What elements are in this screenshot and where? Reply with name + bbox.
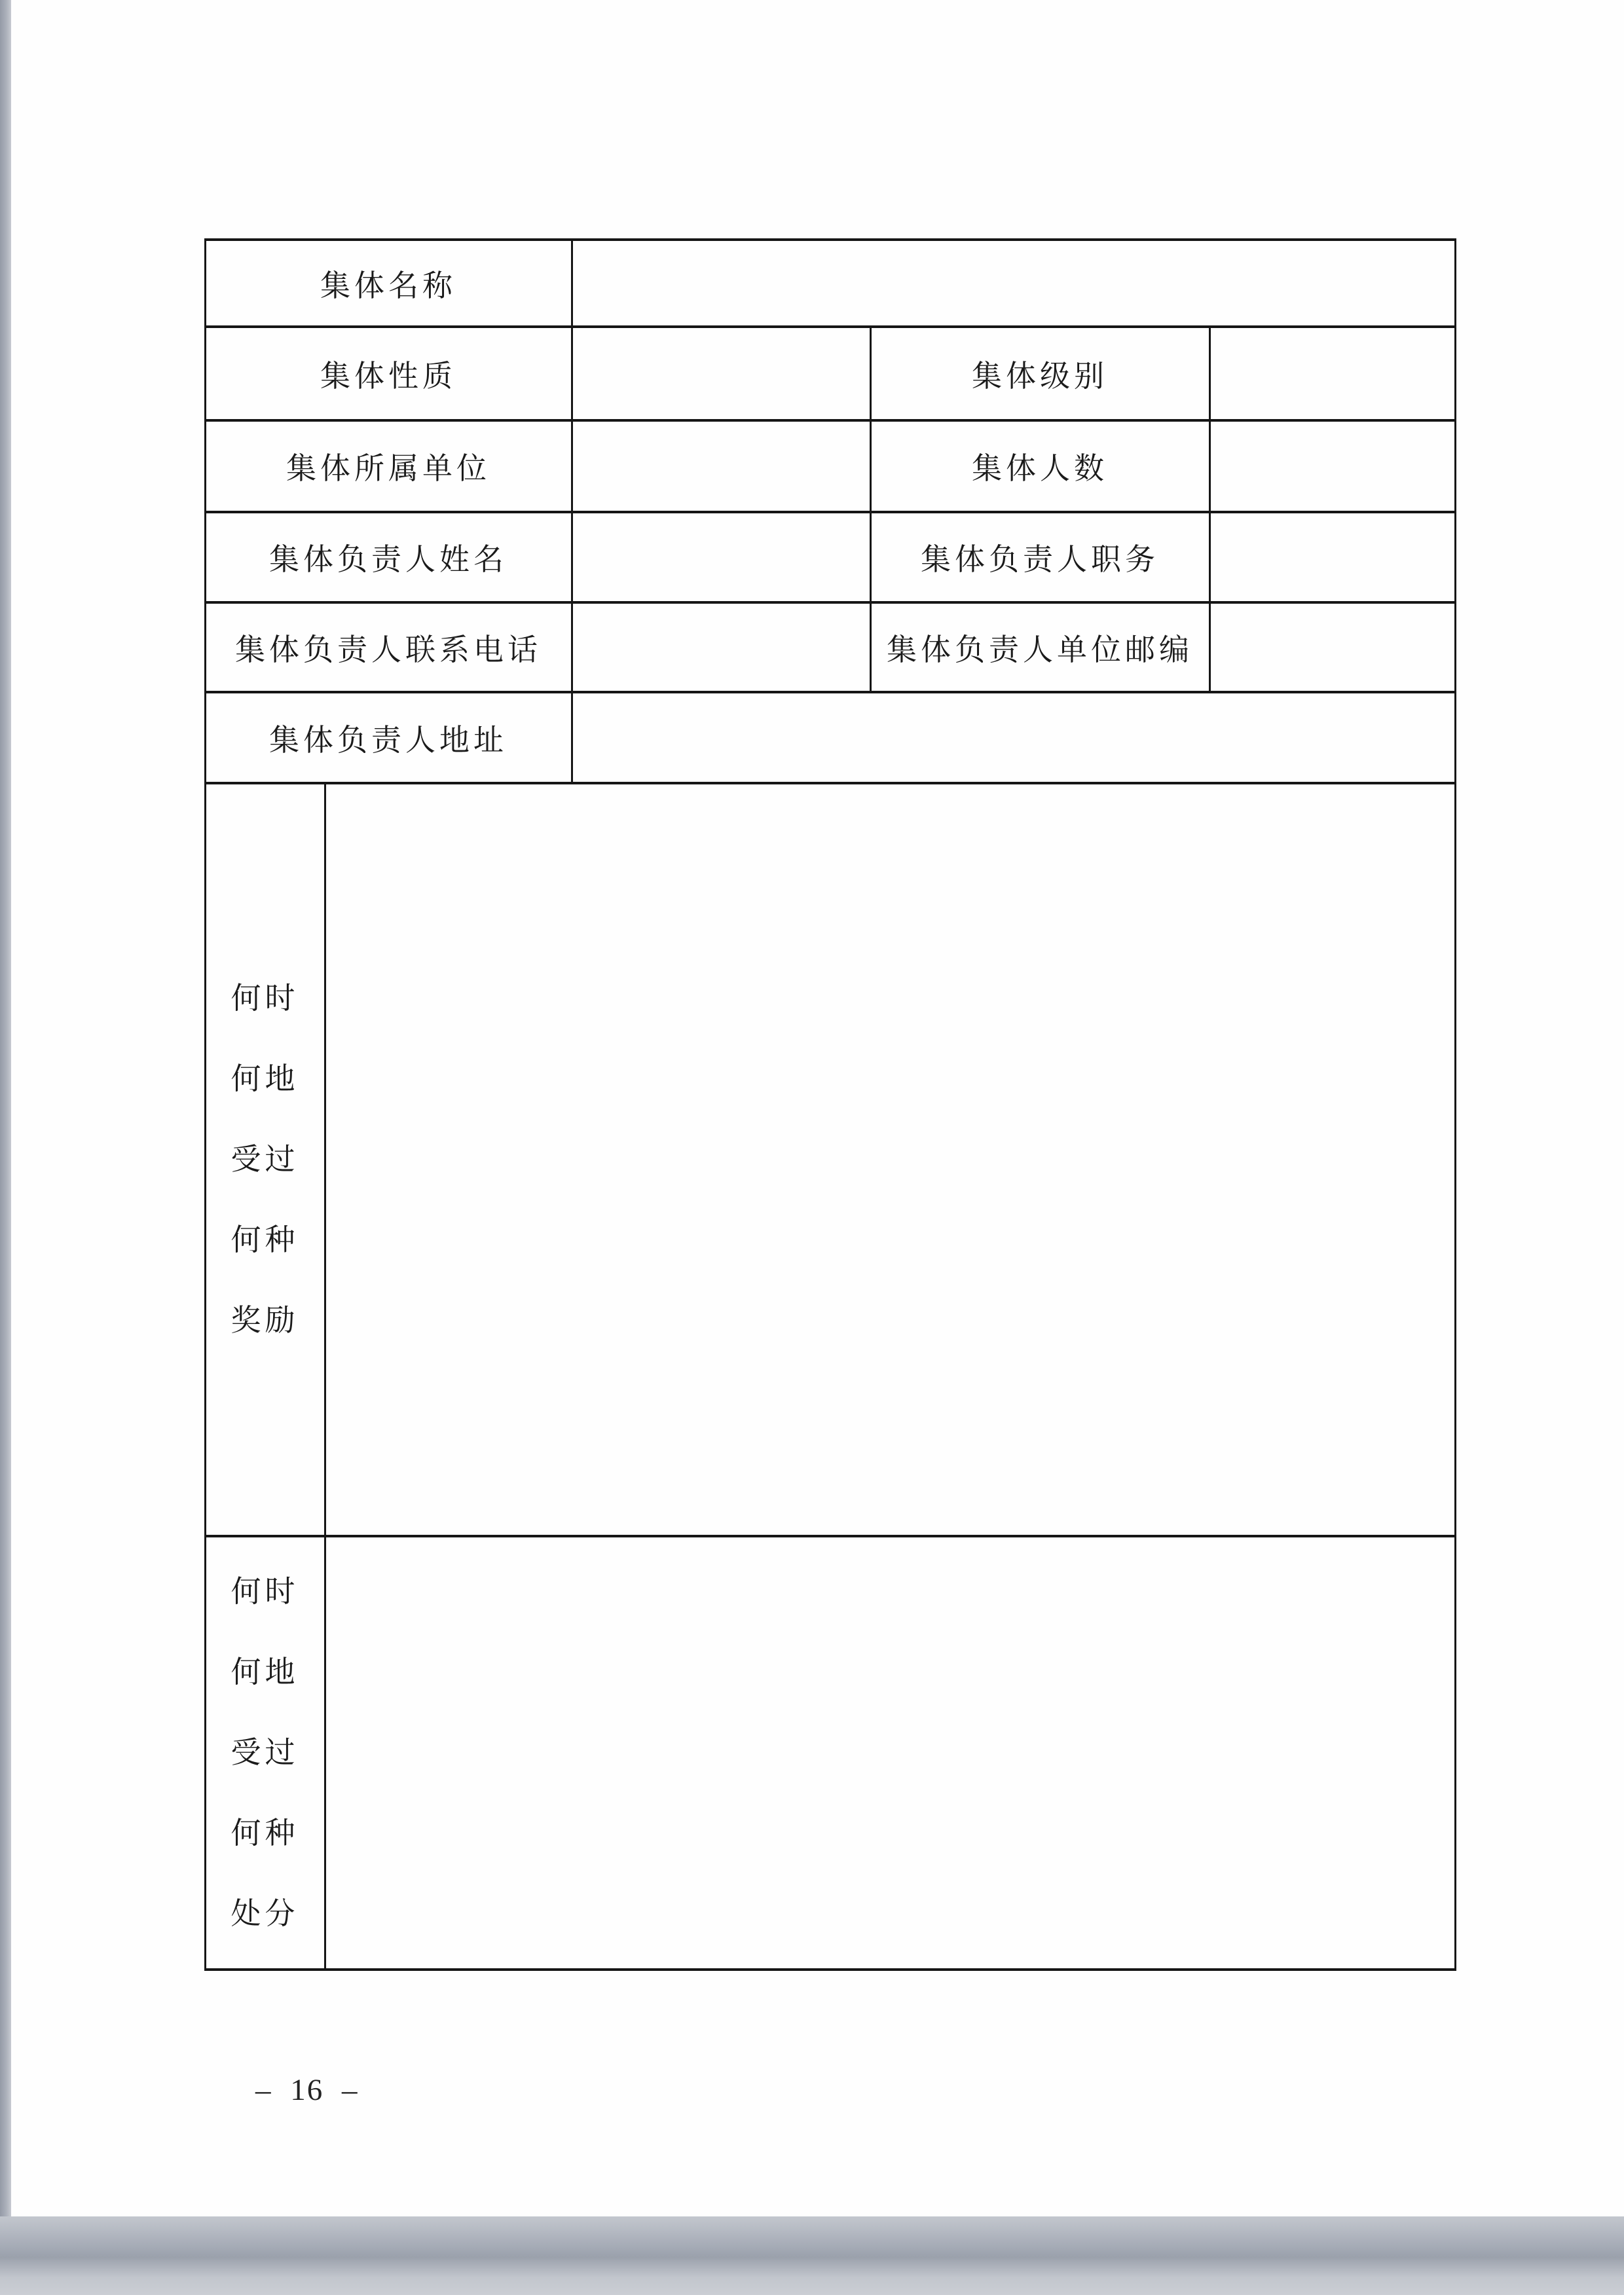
scan-edge-left [0,0,11,2295]
field-label-leader-position: 集体负责人职务 [921,543,1159,576]
field-value-awards [325,783,1456,1536]
field-label-collective-name: 集体名称 [320,268,456,303]
scan-edge-bottom [0,2216,1624,2295]
field-value-leader-name [572,512,870,602]
field-value-collective-level [1209,327,1456,420]
awards-label-line: 何时 [231,982,299,1015]
page-number: – 16 – [255,2073,359,2107]
field-value-collective-size [1209,420,1456,512]
awards-label-line: 何地 [231,1062,299,1095]
awards-label-line: 奖励 [231,1304,299,1337]
field-value-leader-position [1209,512,1456,602]
awards-label-line: 何种 [231,1223,299,1257]
field-label-leader-address: 集体负责人地址 [269,723,507,757]
field-label-leader-name: 集体负责人姓名 [269,543,507,576]
field-value-punishments [325,1536,1456,1970]
field-label-collective-unit: 集体所属单位 [286,452,490,485]
field-value-collective-nature [572,327,870,420]
field-value-leader-address [572,692,1456,783]
field-label-leader-postcode: 集体负责人单位邮编 [887,633,1193,667]
field-value-leader-postcode [1209,602,1456,692]
field-label-leader-phone: 集体负责人联系电话 [235,633,542,667]
field-value-leader-phone [572,602,870,692]
field-label-collective-nature: 集体性质 [320,359,456,393]
field-label-collective-level: 集体级别 [972,359,1108,393]
field-label-collective-size: 集体人数 [972,452,1108,485]
punishments-label-line: 处分 [231,1897,299,1930]
field-label-awards [205,783,325,1536]
field-label-punishments [205,1536,325,1970]
field-value-collective-unit [572,420,870,512]
punishments-label-line: 何地 [231,1655,299,1689]
punishments-label-line: 何种 [231,1816,299,1850]
punishments-label-line: 何时 [231,1575,299,1608]
field-value-collective-name [572,240,1456,327]
punishments-label-line: 受过 [231,1736,299,1769]
awards-label-line: 受过 [231,1143,299,1176]
